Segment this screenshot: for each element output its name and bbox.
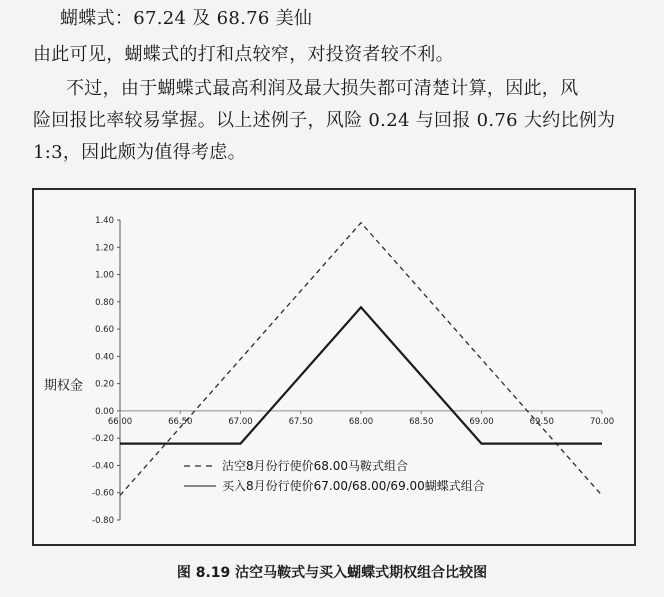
y-tick-label: 1.20: [95, 243, 114, 254]
y-axis-label: 期权金: [44, 378, 84, 394]
y-tick-label: 1.40: [95, 216, 114, 226]
option-payoff-chart: [34, 190, 634, 544]
chart-frame: [32, 188, 636, 546]
y-tick-label: -0.40: [92, 461, 114, 472]
x-tick-label: 66.50: [168, 416, 193, 427]
paragraph-line-4: 险回报比率较易掌握。以上述例子，风险 0.24 与回报 0.76 大约比例为: [33, 110, 616, 131]
x-tick-label: 66.00: [107, 416, 133, 427]
y-tick-label: -0.80: [92, 516, 114, 526]
straddle-series-line: [120, 223, 602, 496]
x-tick-label: 68.50: [409, 416, 434, 427]
y-tick-label: 0.40: [95, 352, 114, 363]
y-axis-ticks: [92, 216, 120, 526]
y-tick-label: 0.60: [95, 325, 114, 336]
legend-label: 买入8月份行使价67.00/68.00/69.00蝴蝶式组合: [222, 479, 485, 493]
series-layer: [120, 223, 602, 496]
y-tick-label: -0.60: [92, 488, 114, 499]
y-tick-label: 0.20: [95, 379, 114, 390]
legend-label: 沽空8月份行使价68.00马鞍式组合: [222, 459, 408, 473]
x-tick-label: 67.50: [288, 416, 313, 427]
x-axis-ticks: [108, 411, 614, 427]
paragraph-line-1: 蝴蝶式：67.24 及 68.76 美仙: [60, 8, 313, 29]
x-tick-label: 67.00: [228, 416, 253, 427]
x-tick-label: 69.50: [529, 416, 554, 427]
paragraph-line-3: 不过，由于蝴蝶式最高利润及最大损失都可清楚计算，因此，风: [66, 78, 579, 99]
paragraph-line-5: 1:3，因此颇为值得考虑。: [33, 142, 246, 163]
legend: [184, 458, 485, 493]
figure-caption: 图 8.19 沽空马鞍式与买入蝴蝶式期权组合比较图: [176, 565, 488, 581]
y-tick-label: 0.00: [95, 406, 114, 417]
x-tick-label: 70.00: [589, 416, 615, 427]
x-tick-label: 68.00: [348, 416, 374, 427]
y-tick-label: -0.20: [92, 434, 114, 445]
x-tick-label: 69.00: [469, 416, 494, 427]
paragraph-line-2: 由此可见，蝴蝶式的打和点较窄，对投资者较不利。: [33, 44, 454, 65]
y-tick-label: 0.80: [95, 297, 114, 308]
y-tick-label: 1.00: [95, 270, 114, 281]
